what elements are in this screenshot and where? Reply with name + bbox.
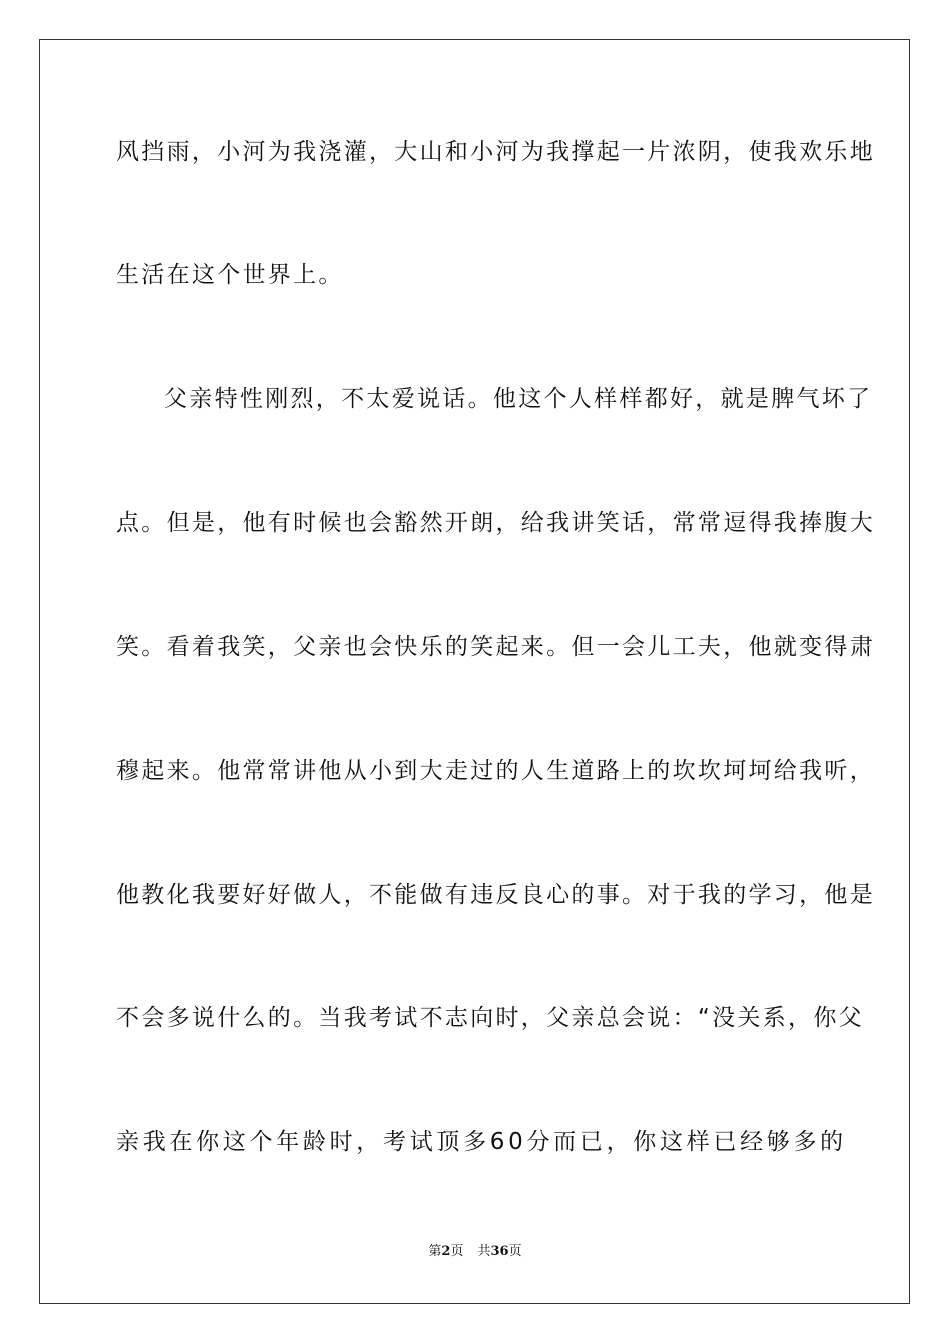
page-footer xyxy=(0,1243,950,1261)
total-suffix: 页 xyxy=(508,1244,522,1259)
page-border xyxy=(39,39,910,1304)
body-text-line: 他教化我要好好做人，不能做有违反良心的事。对于我的学习，他是 xyxy=(116,882,875,908)
page-number: 2 xyxy=(441,1244,451,1259)
body-text-line: 风挡雨，小河为我浇灌，大山和小河为我撑起一片浓阴，使我欢乐地 xyxy=(116,139,875,165)
total-pages: 36 xyxy=(490,1244,509,1259)
body-text-line: 亲我在你这个年龄时，考试顶多60分而已，你这样已经够多的 xyxy=(116,1129,847,1155)
page-suffix: 页 xyxy=(450,1244,464,1259)
page-prefix: 第 xyxy=(428,1244,442,1259)
total-prefix: 共 xyxy=(477,1244,491,1259)
body-text-line: 生活在这个世界上。 xyxy=(116,262,344,288)
body-text-line: 笑。看着我笑，父亲也会快乐的笑起来。但一会儿工夫，他就变得肃 xyxy=(116,634,875,660)
body-text-line: 点。但是，他有时候也会豁然开朗，给我讲笑话，常常逗得我捧腹大 xyxy=(116,510,875,536)
body-text-line: 不会多说什么的。当我考试不志向时，父亲总会说：“没关系，你父 xyxy=(116,1005,864,1031)
body-text-line: 穆起来。他常常讲他从小到大走过的人生道路上的坎坎坷坷给我听， xyxy=(116,758,875,784)
paragraph-first-line: 父亲特性刚烈，不太爱说话。他这个人样样都好，就是脾气坏了 xyxy=(164,386,873,412)
